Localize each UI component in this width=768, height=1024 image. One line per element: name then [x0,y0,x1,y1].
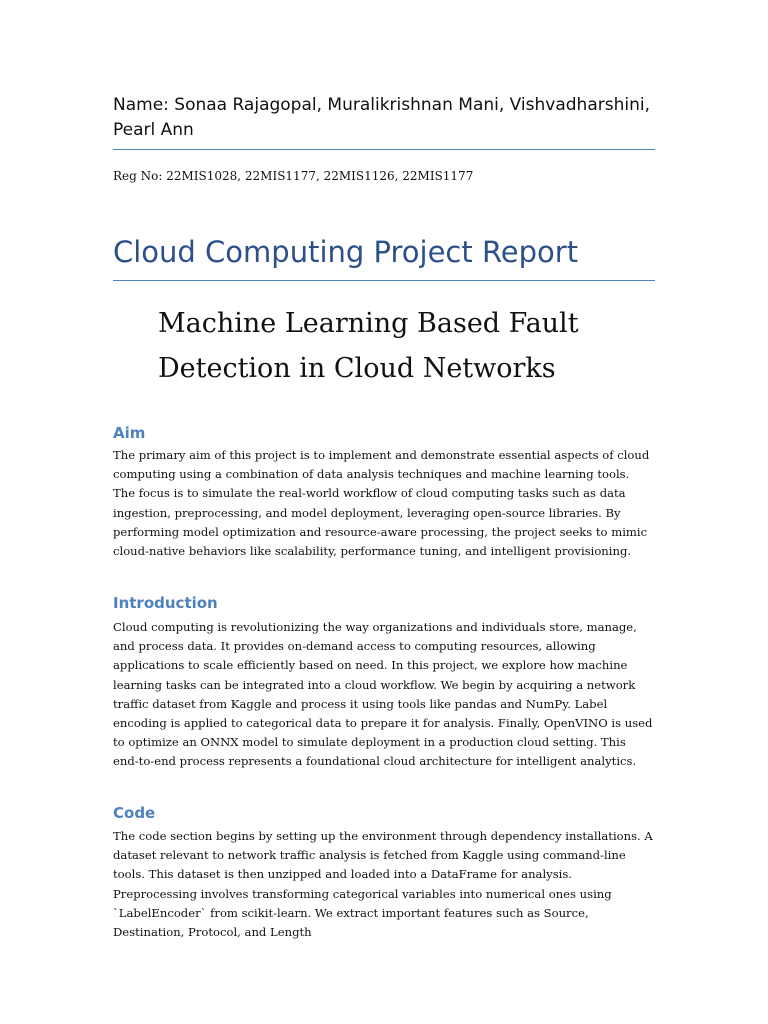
title-divider [113,280,655,281]
code-heading: Code [113,804,156,822]
author-names: Name: Sonaa Rajagopal, Muralikrishnan Mani, Vishvadharshini, Pearl Ann [113,95,650,140]
header-divider [113,149,655,150]
aim-paragraph: The primary aim of this project is to implement and demonstrate essential aspects of cloud computing using a combination of data analysis techniques and machine learning tools. The focus is to simulate the real-world workflow of cloud computing tasks such as data ingestion, preprocessing, and model deployment, leveraging open-source libraries. By performing model optimization and resource-aware processing, the project seeks to mimic cloud-native behaviors like scalability, performance tuning, and intelligent provisioning. [113,448,650,559]
introduction-paragraph: Cloud computing is revolutionizing the way organizations and individuals store, manage, and process data. It provides on-demand access to computing resources, allowing applications to scale efficiently based on need. In this project, we explore how machine learning tasks can be integrated into a cloud workflow. We begin by acquiring a network traffic dataset from Kaggle and process it using tools like pandas and NumPy. Label encoding is applied to categorical data to prepare it for analysis. Finally, OpenVINO is used to optimize an ONNX model to simulate deployment in a production cloud setting. This end-to-end process represents a foundational cloud architecture for intelligent analytics. [113,620,653,769]
introduction-heading: Introduction [113,594,218,612]
project-title: Machine Learning Based Fault Detection in Cloud Networks [158,308,579,384]
registration-numbers: Reg No: 22MIS1028, 22MIS1177, 22MIS1126, 22MIS1177 [113,169,474,183]
aim-heading: Aim [113,424,146,442]
code-paragraph: The code section begins by setting up the environment through dependency installations. A dataset relevant to network traffic analysis is fetched from Kaggle using command-line tools. This dataset is then unzipped and loaded into a DataFrame for analysis. Preprocessing involves transforming categorical variables into numerical ones using `LabelEncoder` from scikit-learn. We extract important features such as Source, Destination, Protocol, and Length [113,829,653,940]
report-title: Cloud Computing Project Report [113,235,579,269]
